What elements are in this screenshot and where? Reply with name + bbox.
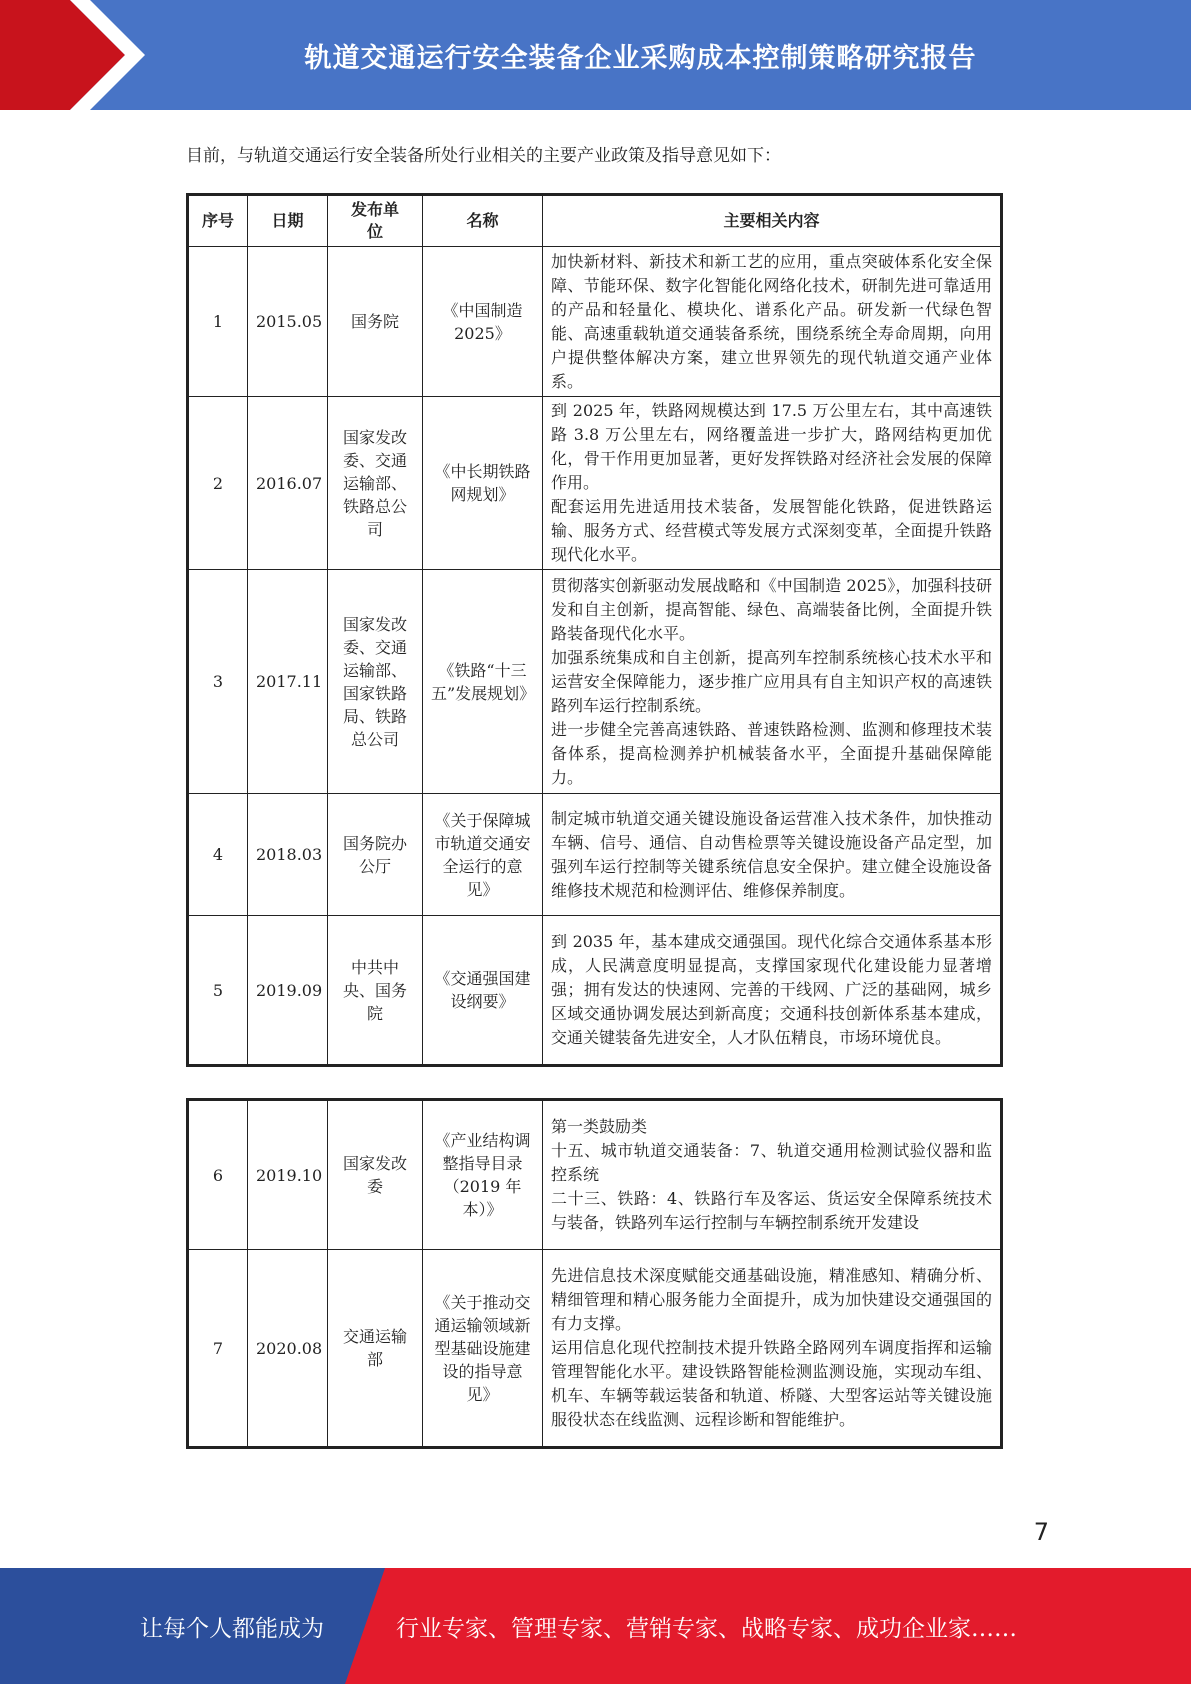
footer-slogan-right: 行业专家、管理专家、营销专家、战略专家、成功企业家……	[396, 1615, 1017, 1642]
content-paragraph: 到 2025 年，铁路网规模达到 17.5 万公里左右，其中高速铁路 3.8 万公里左右，网络覆盖进一步扩大，路网结构更加优化，骨干作用更加显著，更好发挥铁路对经济社会发展的保障作用。	[551, 401, 992, 492]
row-content	[543, 1100, 1002, 1250]
content-paragraph: 到 2035 年，基本建成交通强国。现代化综合交通体系基本形成，人民满意度明显提高，支撑国家现代化建设能力显著增强；拥有发达的快速网、完善的干线网、广泛的基础网，城乡区域交通协调发展达到新高度；交通科技创新体系基本建成，交通关键装备先进安全，人才队伍精良，市场环境优良。	[551, 932, 992, 1047]
header-no: 序号	[188, 195, 248, 247]
row-issuer: 国务院办公厅	[328, 794, 423, 916]
row-no: 3	[188, 570, 248, 794]
row-content	[543, 247, 1002, 397]
table-row	[188, 247, 1002, 397]
report-title: 轨道交通运行安全装备企业采购成本控制策略研究报告	[304, 42, 977, 74]
table-row	[188, 794, 1002, 916]
row-no: 6	[188, 1100, 248, 1250]
table-header-row	[188, 195, 1002, 247]
table-row	[188, 1100, 1002, 1250]
page-number: 7	[1033, 1518, 1049, 1546]
row-date: 2018.03	[248, 794, 328, 916]
row-name: 《中长期铁路网规划》	[423, 397, 543, 570]
header-date: 日期	[248, 195, 328, 247]
row-no: 2	[188, 397, 248, 570]
content-paragraph: 配套运用先进适用技术装备，发展智能化铁路，促进铁路运输、服务方式、经营模式等发展方式深刻变革，全面提升铁路现代化水平。	[551, 497, 992, 564]
row-name: 《产业结构调整指导目录（2019 年本）》	[423, 1100, 543, 1250]
content-paragraph: 进一步健全完善高速铁路、普速铁路检测、监测和修理技术装备体系，提高检测养护机械装备水平，全面提升基础保障能力。	[551, 719, 992, 787]
row-issuer: 交通运输部	[328, 1250, 423, 1448]
chevron-arrow-icon	[0, 0, 160, 110]
table-row	[188, 570, 1002, 794]
policy-table-continued	[186, 1098, 1003, 1449]
content-paragraph: 第一类鼓励类	[551, 1117, 648, 1136]
content-paragraph: 贯彻落实创新驱动发展战略和《中国制造 2025》，加强科技研发和自主创新，提高智能、绿色、高端装备比例，全面提升铁路装备现代化水平。	[551, 575, 992, 643]
row-issuer: 中共中央、国务院	[328, 916, 423, 1066]
row-date: 2020.08	[248, 1250, 328, 1448]
header-content: 主要相关内容	[543, 195, 1002, 247]
row-issuer: 国家发改委、交通运输部、国家铁路局、铁路总公司	[328, 570, 423, 794]
content-paragraph: 制定城市轨道交通关键设施设备运营准入技术条件，加快推动车辆、信号、通信、自动售检票等关键设施设备产品定型，加强列车运行控制等关键系统信息安全保护。建立健全设施设备维修技术规范和检测评估、维修保养制度。	[551, 808, 992, 900]
row-no: 5	[188, 916, 248, 1066]
row-issuer: 国家发改委	[328, 1100, 423, 1250]
header-issuer: 发布单位	[328, 195, 423, 247]
row-content	[543, 397, 1002, 570]
footer-banner	[0, 1568, 1191, 1684]
policy-table	[186, 193, 1003, 1067]
row-no: 1	[188, 247, 248, 397]
intro-paragraph: 目前，与轨道交通运行安全装备所处行业相关的主要产业政策及指导意见如下：	[186, 146, 781, 166]
footer-slogan-left: 让每个人都能成为	[140, 1615, 324, 1642]
row-content	[543, 794, 1002, 916]
header-name: 名称	[423, 195, 543, 247]
row-content	[543, 1250, 1002, 1448]
header-banner	[0, 0, 1191, 110]
row-date: 2019.09	[248, 916, 328, 1066]
row-name: 《铁路“十三五”发展规划》	[423, 570, 543, 794]
row-issuer: 国家发改委、交通运输部、铁路总公司	[328, 397, 423, 570]
row-issuer: 国务院	[328, 247, 423, 397]
row-name: 《中国制造2025》	[423, 247, 543, 397]
row-name: 《关于保障城市轨道交通安全运行的意见》	[423, 794, 543, 916]
content-paragraph: 加强系统集成和自主创新，提高列车控制系统核心技术水平和运营安全保障能力，逐步推广应用具有自主知识产权的高速铁路列车运行控制系统。	[551, 647, 992, 715]
row-name: 《关于推动交通运输领域新型基础设施建设的指导意见》	[423, 1250, 543, 1448]
content-paragraph: 先进信息技术深度赋能交通基础设施，精准感知、精确分析、精细管理和精心服务能力全面提升，成为加快建设交通强国的有力支撑。	[551, 1266, 992, 1333]
content-paragraph: 加快新材料、新技术和新工艺的应用，重点突破体系化安全保障、节能环保、数字化智能化网络化技术，研制先进可靠适用的产品和轻量化、模块化、谱系化产品。研发新一代绿色智能、高速重载轨道交通装备系统，围绕系统全寿命周期，向用户提供整体解决方案，建立世界领先的现代轨道交通产业体系。	[551, 251, 992, 391]
content-paragraph: 运用信息化现代控制技术提升铁路全路网列车调度指挥和运输管理智能化水平。建设铁路智能检测监测设施，实现动车组、机车、车辆等载运装备和轨道、桥隧、大型客运站等关键设施服役状态在线监测、远程诊断和智能维护。	[551, 1338, 992, 1429]
table-row	[188, 397, 1002, 570]
row-date: 2015.05	[248, 247, 328, 397]
row-content	[543, 916, 1002, 1066]
row-no: 7	[188, 1250, 248, 1448]
row-name: 《交通强国建设纲要》	[423, 916, 543, 1066]
row-date: 2016.07	[248, 397, 328, 570]
row-no: 4	[188, 794, 248, 916]
table-row	[188, 1250, 1002, 1448]
row-date: 2019.10	[248, 1100, 328, 1250]
content-paragraph: 十五、城市轨道交通装备：7、轨道交通用检测试验仪器和监控系统	[551, 1141, 992, 1184]
row-content	[543, 570, 1002, 794]
table-row	[188, 916, 1002, 1066]
content-paragraph: 二十三、铁路：4、铁路行车及客运、货运安全保障系统技术与装备，铁路列车运行控制与车辆控制系统开发建设	[551, 1189, 992, 1232]
row-date: 2017.11	[248, 570, 328, 794]
